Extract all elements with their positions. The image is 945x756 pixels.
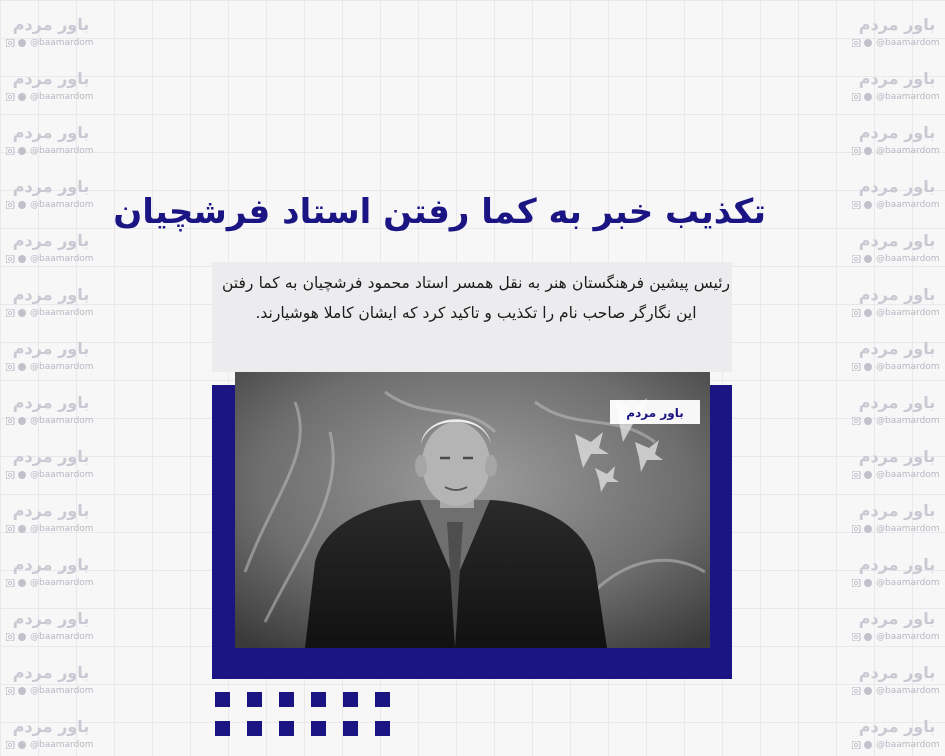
watermark-handle xyxy=(852,200,940,210)
decorative-dot xyxy=(279,721,294,736)
svg-text:باور مردم: باور مردم xyxy=(858,717,936,736)
social-icons xyxy=(6,309,28,317)
social-icons xyxy=(6,687,28,695)
social-icons xyxy=(852,579,874,587)
decorative-dot xyxy=(279,692,294,707)
watermark-tile xyxy=(2,548,100,600)
watermark-column-right xyxy=(848,0,945,756)
watermark-handle xyxy=(6,632,94,642)
social-icons xyxy=(852,309,874,317)
watermark-handle xyxy=(6,686,94,696)
svg-text:باور مردم: باور مردم xyxy=(858,663,936,682)
decorative-dot xyxy=(375,692,390,707)
watermark-handle xyxy=(6,362,94,372)
watermark-handle-text: @baamardom xyxy=(30,308,94,318)
watermark-handle-text: @baamardom xyxy=(30,524,94,534)
watermark-handle xyxy=(852,254,940,264)
watermark-logo xyxy=(852,12,942,36)
watermark-handle-text: @baamardom xyxy=(876,632,940,642)
watermark-handle xyxy=(6,92,94,102)
watermark-logo xyxy=(852,390,942,414)
watermark-logo xyxy=(852,606,942,630)
watermark-handle-text: @baamardom xyxy=(30,92,94,102)
watermark-handle-text: @baamardom xyxy=(876,200,940,210)
watermark-handle xyxy=(852,524,940,534)
social-icons xyxy=(6,525,28,533)
svg-text:باور مردم: باور مردم xyxy=(12,609,90,628)
svg-text:باور مردم: باور مردم xyxy=(858,339,936,358)
watermark-handle-text: @baamardom xyxy=(30,470,94,480)
social-icons xyxy=(6,741,28,749)
watermark-tile xyxy=(848,8,945,60)
watermark-tile xyxy=(2,278,100,330)
watermark-handle-text: @baamardom xyxy=(876,146,940,156)
social-icons xyxy=(852,417,874,425)
watermark-handle-text: @baamardom xyxy=(30,146,94,156)
social-icons xyxy=(852,471,874,479)
watermark-tile xyxy=(2,602,100,654)
social-icons xyxy=(6,471,28,479)
social-icons xyxy=(6,633,28,641)
watermark-handle xyxy=(852,740,940,750)
svg-text:باور مردم: باور مردم xyxy=(12,231,90,250)
watermark-handle xyxy=(6,308,94,318)
watermark-handle xyxy=(852,578,940,588)
social-icons xyxy=(852,687,874,695)
svg-text:باور مردم: باور مردم xyxy=(858,231,936,250)
watermark-logo xyxy=(852,228,942,252)
watermark-logo xyxy=(852,714,942,738)
watermark-logo xyxy=(6,282,96,306)
svg-text:باور مردم: باور مردم xyxy=(12,69,90,88)
watermark-tile xyxy=(2,710,100,756)
social-icons xyxy=(852,201,874,209)
watermark-handle-text: @baamardom xyxy=(30,38,94,48)
svg-text:باور مردم: باور مردم xyxy=(12,447,90,466)
watermark-handle xyxy=(6,470,94,480)
svg-text:باور مردم: باور مردم xyxy=(12,339,90,358)
social-icons xyxy=(6,147,28,155)
decorative-dot xyxy=(247,692,262,707)
watermark-logo xyxy=(6,390,96,414)
social-icons xyxy=(6,363,28,371)
watermark-tile xyxy=(848,386,945,438)
watermark-handle-text: @baamardom xyxy=(30,254,94,264)
svg-text:باور مردم: باور مردم xyxy=(626,406,684,420)
decorative-dot xyxy=(215,721,230,736)
watermark-column-left xyxy=(2,0,100,756)
watermark-handle-text: @baamardom xyxy=(30,686,94,696)
watermark-handle xyxy=(852,308,940,318)
watermark-logo xyxy=(6,66,96,90)
social-icons xyxy=(852,363,874,371)
watermark-handle-text: @baamardom xyxy=(876,524,940,534)
svg-text:باور مردم: باور مردم xyxy=(858,393,936,412)
svg-text:باور مردم: باور مردم xyxy=(858,177,936,196)
watermark-logo xyxy=(6,336,96,360)
watermark-logo xyxy=(852,336,942,360)
svg-text:باور مردم: باور مردم xyxy=(12,717,90,736)
watermark-handle xyxy=(852,416,940,426)
watermark-handle xyxy=(852,38,940,48)
watermark-logo xyxy=(6,12,96,36)
svg-text:باور مردم: باور مردم xyxy=(858,609,936,628)
social-icons xyxy=(6,579,28,587)
watermark-handle xyxy=(6,200,94,210)
watermark-handle xyxy=(852,470,940,480)
decorative-dot xyxy=(311,721,326,736)
decorative-dot xyxy=(215,692,230,707)
svg-text:باور مردم: باور مردم xyxy=(858,15,936,34)
social-icons xyxy=(6,39,28,47)
watermark-tile xyxy=(2,224,100,276)
svg-text:باور مردم: باور مردم xyxy=(12,177,90,196)
watermark-tile xyxy=(2,656,100,708)
watermark-logo xyxy=(6,552,96,576)
portrait-photo xyxy=(235,372,710,648)
watermark-logo xyxy=(6,174,96,198)
watermark-handle xyxy=(852,686,940,696)
watermark-handle xyxy=(6,146,94,156)
watermark-handle xyxy=(852,92,940,102)
watermark-logo xyxy=(852,498,942,522)
social-icons xyxy=(6,93,28,101)
watermark-tile xyxy=(2,386,100,438)
headline: تکذیب خبر به کما رفتن استاد فرشچیان xyxy=(113,192,766,232)
watermark-tile xyxy=(848,656,945,708)
social-icons xyxy=(852,93,874,101)
social-icons xyxy=(6,255,28,263)
watermark-tile xyxy=(2,494,100,546)
svg-text:باور مردم: باور مردم xyxy=(12,15,90,34)
watermark-tile xyxy=(2,440,100,492)
watermark-handle-text: @baamardom xyxy=(876,254,940,264)
watermark-handle-text: @baamardom xyxy=(30,200,94,210)
watermark-tile xyxy=(848,278,945,330)
svg-text:باور مردم: باور مردم xyxy=(858,123,936,142)
watermark-logo xyxy=(852,174,942,198)
watermark-handle xyxy=(6,416,94,426)
watermark-handle xyxy=(852,632,940,642)
decorative-dot xyxy=(247,721,262,736)
watermark-tile xyxy=(848,440,945,492)
watermark-handle-text: @baamardom xyxy=(876,686,940,696)
watermark-handle-text: @baamardom xyxy=(30,740,94,750)
watermark-handle-text: @baamardom xyxy=(876,578,940,588)
watermark-tile xyxy=(848,602,945,654)
watermark-tile xyxy=(848,224,945,276)
social-icons xyxy=(852,525,874,533)
watermark-handle-text: @baamardom xyxy=(30,578,94,588)
watermark-logo xyxy=(852,120,942,144)
svg-text:باور مردم: باور مردم xyxy=(12,393,90,412)
watermark-tile xyxy=(848,62,945,114)
watermark-logo xyxy=(852,66,942,90)
watermark-logo xyxy=(852,552,942,576)
watermark-tile xyxy=(2,62,100,114)
svg-text:باور مردم: باور مردم xyxy=(858,285,936,304)
social-icons xyxy=(852,255,874,263)
decorative-dot xyxy=(343,721,358,736)
watermark-handle-text: @baamardom xyxy=(876,38,940,48)
social-icons xyxy=(852,633,874,641)
decorative-dot xyxy=(375,721,390,736)
social-icons xyxy=(852,741,874,749)
watermark-tile xyxy=(848,170,945,222)
watermark-logo xyxy=(852,282,942,306)
svg-text:باور مردم: باور مردم xyxy=(858,501,936,520)
watermark-handle xyxy=(6,254,94,264)
watermark-handle xyxy=(852,362,940,372)
watermark-logo xyxy=(852,444,942,468)
watermark-handle xyxy=(6,524,94,534)
decorative-dot xyxy=(311,692,326,707)
social-icons xyxy=(6,417,28,425)
svg-text:باور مردم: باور مردم xyxy=(12,285,90,304)
svg-text:باور مردم: باور مردم xyxy=(12,123,90,142)
watermark-handle xyxy=(6,578,94,588)
watermark-logo xyxy=(6,228,96,252)
watermark-tile xyxy=(848,494,945,546)
svg-text:باور مردم: باور مردم xyxy=(858,555,936,574)
social-icons xyxy=(852,39,874,47)
watermark-logo xyxy=(852,660,942,684)
svg-text:باور مردم: باور مردم xyxy=(12,555,90,574)
watermark-handle-text: @baamardom xyxy=(876,92,940,102)
svg-text:باور مردم: باور مردم xyxy=(12,501,90,520)
photo-logo xyxy=(610,400,700,424)
watermark-handle-text: @baamardom xyxy=(876,740,940,750)
watermark-tile xyxy=(2,116,100,168)
watermark-handle-text: @baamardom xyxy=(876,416,940,426)
decorative-dots xyxy=(215,692,390,738)
watermark-handle-text: @baamardom xyxy=(876,362,940,372)
watermark-handle-text: @baamardom xyxy=(30,632,94,642)
watermark-logo xyxy=(6,120,96,144)
watermark-logo xyxy=(6,444,96,468)
decorative-dot xyxy=(343,692,358,707)
watermark-tile xyxy=(848,548,945,600)
watermark-logo xyxy=(6,498,96,522)
social-icons xyxy=(852,147,874,155)
caption-text: رئیس پیشین فرهنگستان هنر به نقل همسر استاد محمود فرشچیان به کما رفتن این نگارگر صاحب نام را تکذیب و تاکید کرد که ایشان کاملا هوشیارند. xyxy=(222,274,730,322)
watermark-handle xyxy=(6,740,94,750)
social-icons xyxy=(6,201,28,209)
watermark-handle-text: @baamardom xyxy=(30,362,94,372)
watermark-tile xyxy=(848,332,945,384)
watermark-tile xyxy=(848,710,945,756)
watermark-handle xyxy=(852,146,940,156)
svg-text:باور مردم: باور مردم xyxy=(858,447,936,466)
watermark-handle xyxy=(6,38,94,48)
watermark-logo xyxy=(6,606,96,630)
watermark-tile xyxy=(848,116,945,168)
watermark-handle-text: @baamardom xyxy=(30,416,94,426)
watermark-handle-text: @baamardom xyxy=(876,308,940,318)
watermark-logo xyxy=(6,660,96,684)
watermark-logo xyxy=(6,714,96,738)
watermark-tile xyxy=(2,170,100,222)
watermark-handle-text: @baamardom xyxy=(876,470,940,480)
svg-text:باور مردم: باور مردم xyxy=(12,663,90,682)
svg-text:باور مردم: باور مردم xyxy=(858,69,936,88)
watermark-tile xyxy=(2,8,100,60)
watermark-tile xyxy=(2,332,100,384)
